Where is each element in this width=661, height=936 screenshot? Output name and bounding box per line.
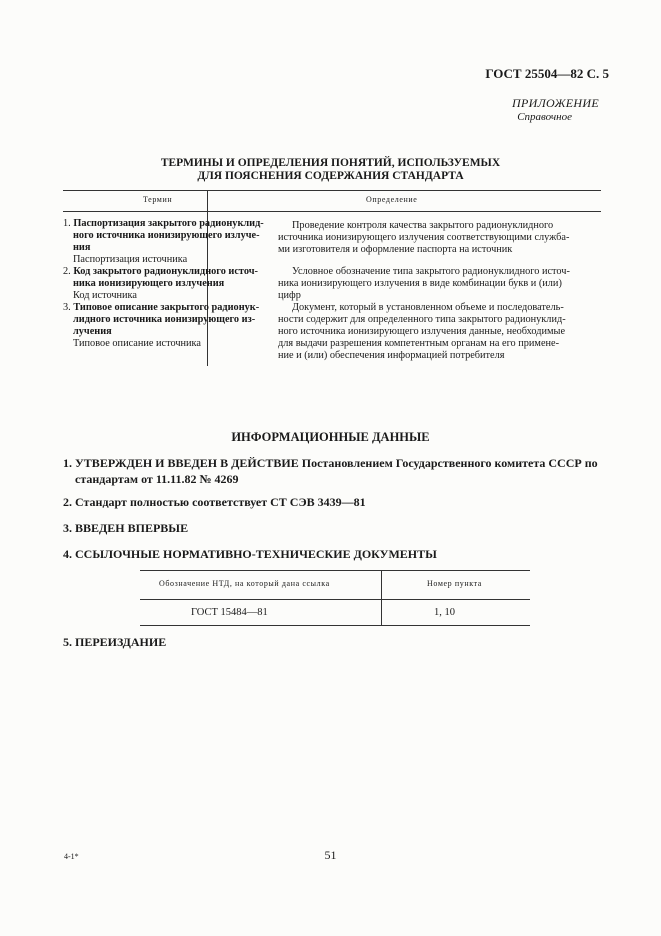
document-code: ГОСТ 25504—82 С. 5	[485, 66, 609, 81]
terms-table-header	[63, 190, 601, 212]
term-row-2	[63, 266, 268, 302]
info-item-2: 2. Стандарт полностью соответствует СТ СЭВ 3439—81	[63, 495, 366, 509]
section-title-line2: ДЛЯ ПОЯСНЕНИЯ СОДЕРЖАНИЯ СТАНДАРТА	[197, 170, 464, 182]
section-title	[0, 157, 661, 183]
appendix-label: ПРИЛОЖЕНИЕ	[512, 96, 599, 110]
definition-row-1: Проведение контроля качества закрытого радионуклидного источника ионизирующего излучения соответствующими служба- ми изготовителя и оформление паспорта на источник	[278, 220, 570, 255]
ref-cell-clause: 1, 10	[434, 607, 455, 618]
term-short: Паспортизация источника	[73, 254, 188, 265]
term-short: Типовое описание источника	[73, 338, 201, 349]
term-title-cont: ника ионизирующего излучения	[73, 278, 225, 289]
term-title-cont: лидного источника ионизирующего из-	[73, 314, 256, 325]
appendix-type: Справочное	[517, 111, 572, 123]
ref-header-clause: Номер пункта	[427, 579, 482, 588]
ref-table-column-divider	[381, 571, 382, 625]
term-title: 3. Типовое описание закрытого радионук-	[63, 302, 260, 313]
term-title-cont: ния	[73, 242, 91, 253]
ref-header-document: Обозначение НТД, на который дана ссылка	[159, 579, 330, 588]
term-row-1	[63, 218, 268, 266]
term-title: 2. Код закрытого радионуклидного источ-	[63, 266, 258, 277]
page-number: 51	[324, 848, 337, 862]
info-item-1	[63, 456, 598, 486]
term-row-3	[63, 302, 268, 350]
term-title-cont: лучения	[73, 326, 112, 337]
references-table	[140, 570, 530, 626]
ref-table-divider	[140, 599, 530, 600]
term-title: 1. Паспортизация закрытого радионуклид-	[63, 218, 264, 229]
info-item-3: 3. ВВЕДЕН ВПЕРВЫЕ	[63, 521, 189, 535]
printer-mark: 4-1*	[64, 852, 79, 861]
ref-cell-document: ГОСТ 15484—81	[191, 607, 268, 618]
info-item-1-line1: 1. УТВЕРЖДЕН И ВВЕДЕН В ДЕЙСТВИЕ Постановлением Государственного комитета СССР по	[63, 456, 598, 470]
header-term: Термин	[143, 195, 173, 204]
header-definition: Определение	[366, 195, 418, 204]
info-item-5: 5. ПЕРЕИЗДАНИЕ	[63, 635, 167, 649]
term-title-cont: ного источника ионизирующего излуче-	[73, 230, 260, 241]
info-title: ИНФОРМАЦИОННЫЕ ДАННЫЕ	[231, 430, 430, 444]
definition-row-3: Документ, который в установленном объеме и последователь- ности содержит для определенного типа закрытого радионуклид- ного источника ионизирующего излучения данные, необходимые для выдачи разрешения компетентным органам на его примене- ние и (или) обеспечения информацией потребителя	[278, 302, 566, 361]
definition-row-2: Условное обозначение типа закрытого радионуклидного источ- ника ионизирующего излучения в виде комбинации букв и (или) цифр	[278, 266, 570, 301]
term-short: Код источника	[73, 290, 137, 301]
info-item-1-line2: стандартам от 11.11.82 № 4269	[75, 472, 239, 486]
terms-table	[63, 190, 601, 212]
info-item-4: 4. ССЫЛОЧНЫЕ НОРМАТИВНО-ТЕХНИЧЕСКИЕ ДОКУМЕНТЫ	[63, 547, 437, 561]
section-title-line1: ТЕРМИНЫ И ОПРЕДЕЛЕНИЯ ПОНЯТИЙ, ИСПОЛЬЗУЕМЫХ	[160, 157, 501, 169]
